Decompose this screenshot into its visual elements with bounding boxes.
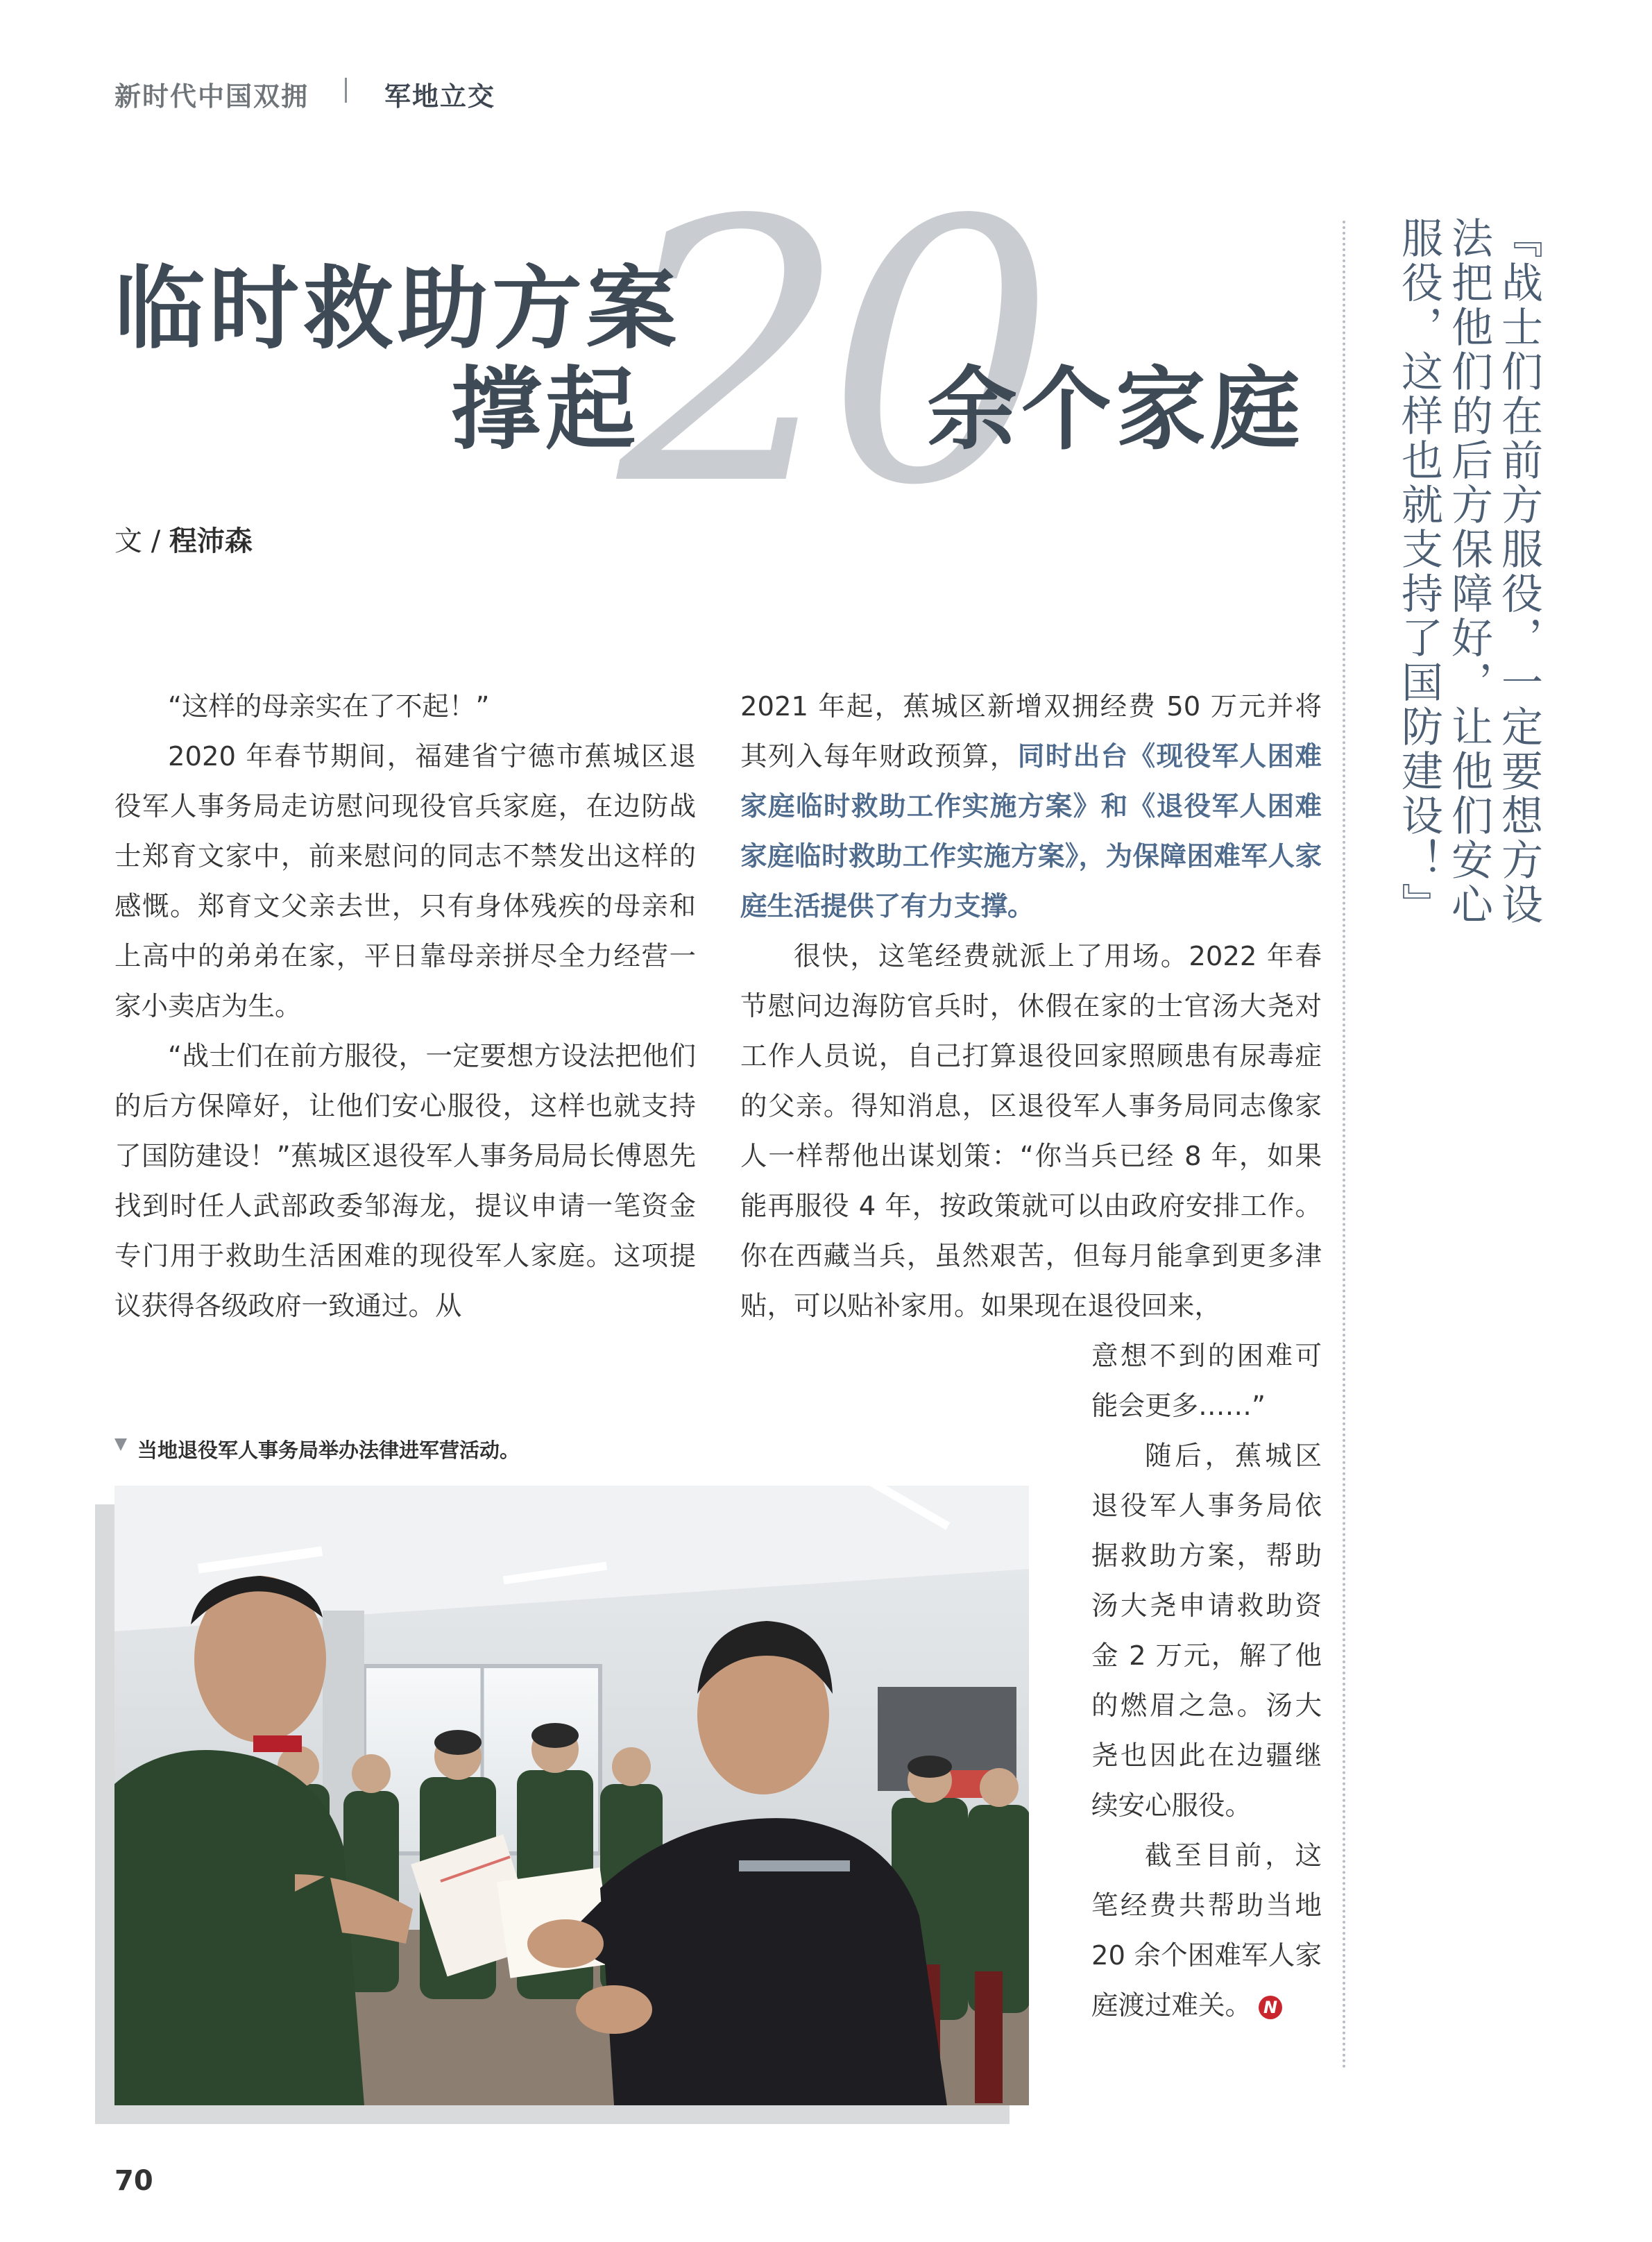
paragraph — [740, 682, 1322, 932]
page-number: 70 — [114, 2165, 153, 2197]
paragraph-text: 2021 年起，蕉城区新增双拥经费 50 万元并将其列入每年财政预算， — [740, 691, 1322, 772]
body-column-3 — [1091, 1332, 1322, 2031]
pull-quote-rule — [1343, 221, 1345, 2070]
photo-caption: 当地退役军人事务局举办法律进军营活动。 — [137, 1438, 520, 1462]
paragraph-text: 截至目前，这笔经费共帮助当地 20 余个困难军人家庭渡过难关。 — [1091, 1840, 1322, 2021]
end-mark-icon: N — [1259, 1996, 1282, 2019]
paragraph: “这样的母亲实在了不起！” — [168, 691, 490, 722]
body-column-1 — [114, 682, 696, 1332]
caption-arrow-icon — [114, 1438, 127, 1451]
paragraph — [1091, 1831, 1322, 2031]
byline-prefix: 文 / — [114, 525, 169, 557]
header-divider — [345, 78, 347, 103]
title-number: 20 — [618, 144, 1035, 564]
paragraph: “战士们在前方服役，一定要想方设法把他们的后方保障好，让他们安心服役，这样也就支持了国防建设！”蕉城区退役军人事务局局长傅恩先找到时任人武部政委邹海龙，提议申请一笔资金专门用于救助生活困难的现役军人家庭。这项提议获得各级政府一致通过。从 — [114, 1041, 696, 1322]
pull-quote-open-mark: 『 — [1495, 216, 1543, 261]
author-name: 程沛森 — [169, 525, 253, 557]
section-name: 新时代中国双拥 — [114, 81, 309, 112]
byline — [114, 519, 253, 559]
pull-quote-text: 战士们在前方服役，一定要想方设法把他们的后方保障好，让他们安心服役，这样也就支持了国防建设！ — [1395, 216, 1543, 927]
pull-quote-close-mark: 』 — [1395, 883, 1443, 927]
body-column-2 — [740, 682, 1322, 1332]
column-name: 军地立交 — [384, 81, 496, 112]
pull-quote — [1370, 216, 1544, 952]
paragraph: 2020 年春节期间，福建省宁德市蕉城区退役军人事务局走访慰问现役官兵家庭，在边防战士郑育文家中，前来慰问的同志不禁发出这样的感慨。郑育文父亲去世，只有身体残疾的母亲和上高中的弟弟在家，平日靠母亲拼尽全力经营一家小卖店为生。 — [114, 741, 696, 1022]
paragraph: 很快，这笔经费就派上了用场。2022 年春节慰问边海防官兵时，休假在家的士官汤大尧对工作人员说，自己打算退役回家照顾患有尿毒症的父亲。得知消息，区退役军人事务局同志像家人一样帮他出谋划策：“你当兵已经 8 年，如果能再服役 4 年，按政策就可以由政府安排工作。你在西藏当兵，虽然艰苦，但每月能拿到更多津贴，可以贴补家用。如果现在退役回来， — [740, 941, 1322, 1322]
title-line-1: 临时救助方案 — [114, 255, 681, 362]
paragraph: 随后，蕉城区退役军人事务局依据救助方案，帮助汤大尧申请救助资金 2 万元，解了他的燃眉之急。汤大尧也因此在边疆继续安心服役。 — [1091, 1441, 1322, 1821]
title-line-2-start: 撑起 — [451, 356, 640, 462]
title-line-2-end: 余个家庭 — [927, 356, 1305, 462]
paragraph: 意想不到的困难可能会更多……” — [1091, 1341, 1322, 1422]
event-photo — [114, 1486, 1029, 2105]
highlighted-text: 同时出台《现役军人困难家庭临时救助工作实施方案》和《退役军人困难家庭临时救助工作实施方案》，为保障困难军人家庭生活提供了有力支撑。 — [740, 741, 1322, 922]
